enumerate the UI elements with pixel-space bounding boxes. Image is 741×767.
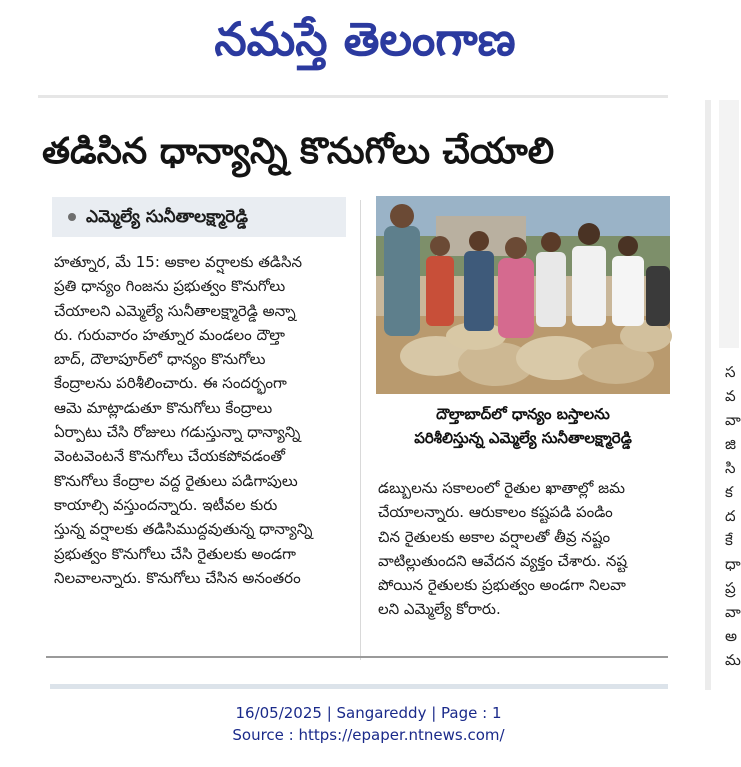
article-column-right [378, 476, 668, 622]
text-line: పోయిన రైతులకు ప్రభుత్వం అండగా నిలవా [378, 576, 626, 595]
photo-illustration [376, 196, 670, 394]
article-byline [52, 197, 346, 237]
text-line: హత్నూర, మే 15: అకాల వర్షాలకు తడిసిన [54, 253, 303, 271]
text-line: స్తున్న వర్షాలకు తడిసిముద్దవుతున్న ధాన్యాన్ని [54, 520, 313, 539]
text-line: బాద్, దౌలాపూర్‌లో ధాన్యం కొనుగోలు [54, 350, 266, 369]
text-line: డబ్బులను సకాలంలో రైతుల ఖాతాల్లో జమ [378, 479, 625, 497]
text-line: ఆమె మాట్లాడుతూ కొనుగోలు కేంద్రాలు [54, 398, 273, 417]
newspaper-logo: నమస్తే తెలంగాణ [214, 12, 516, 66]
text-line: కొనుగోలు కేంద్రాల వద్ద రైతులు పడిగాపులు [54, 471, 298, 490]
footer-source: Source : https://epaper.ntnews.com/ [232, 726, 505, 744]
column-divider [360, 200, 361, 660]
article-photo [376, 196, 670, 394]
caption-line: దౌల్తాబాద్‌లో ధాన్యం బస్తాలను [436, 405, 610, 423]
footer-date-edition: 16/05/2025 | Sangareddy | Page : 1 [235, 704, 502, 722]
text-line: ప్రభుత్వం కొనుగోలు చేసి రైతులకు అండగా [54, 544, 296, 563]
text-line: ధా [725, 555, 741, 573]
text-line: జి [725, 435, 736, 453]
text-line: చేయాలని ఎమ్మెల్యే సునీతాలక్ష్మారెడ్డి అన్నా [54, 301, 296, 320]
text-line: వా [725, 411, 741, 429]
text-line: రు. గురువారం హత్నూర మండలం దౌల్తా [54, 325, 285, 344]
article-column-left [54, 250, 348, 590]
text-line: కాయాల్సి వస్తుందన్నారు. ఇటీవల కురు [54, 495, 278, 514]
text-line: ప్ర [725, 579, 736, 597]
text-line: చేయాలన్నారు. ఆరుకాలం కష్టపడి పండిం [378, 503, 613, 522]
bullet-icon [68, 213, 76, 221]
article-headline: తడిసిన ధాన్యాన్ని కొనుగోలు చేయాలి [42, 131, 555, 172]
masthead-divider [38, 95, 668, 98]
adjacent-article-text [711, 360, 741, 672]
text-line: కేంద్రాలను పరిశీలించారు. ఈ సందర్భంగా [54, 374, 287, 393]
text-line: నిలవాలన్నారు. కొనుగోలు చేసిన అనంతరం [54, 568, 301, 587]
text-line: మ [725, 651, 741, 669]
text-line: అ [725, 627, 738, 645]
caption-line: పరిశీలిస్తున్న ఎమ్మెల్యే సునీతాలక్ష్మారెడ్డి [414, 429, 632, 447]
text-line: కే [725, 531, 733, 549]
text-line: వ [725, 387, 736, 405]
photo-caption [376, 394, 670, 466]
text-line: చిన రైతులకు అకాల వర్షాలతో తీవ్ర నష్టం [378, 527, 611, 546]
text-line: లని ఎమ్మెల్యే కోరారు. [378, 600, 501, 619]
byline-text: ఎమ్మెల్యే సునీతాలక్ష్మారెడ్డి [86, 207, 248, 227]
masthead [0, 0, 737, 80]
text-line: ఏర్పాటు చేసి రోజులు గడుస్తున్నా ధాన్యాన్ని [54, 423, 301, 442]
text-line: వాటిల్లుతుందని ఆవేదన వ్యక్తం చేశారు. నష్ట [378, 551, 628, 570]
text-line: క [725, 483, 733, 501]
adjacent-article-sliver [705, 100, 741, 690]
page-footer [0, 702, 737, 746]
next-article-edge [50, 684, 668, 689]
adjacent-photo-edge [719, 100, 739, 348]
text-line: సి [725, 459, 736, 477]
article-bottom-divider [46, 656, 668, 658]
text-line: ప్రతి ధాన్యం గింజను ప్రభుత్వం కొనుగోలు [54, 277, 286, 296]
text-line: వా [725, 603, 741, 621]
text-line: వెంటవెంటనే కొనుగోలు చేయకపోవడంతో [54, 447, 286, 466]
text-line: స [725, 363, 736, 381]
text-line: ద [725, 507, 736, 525]
